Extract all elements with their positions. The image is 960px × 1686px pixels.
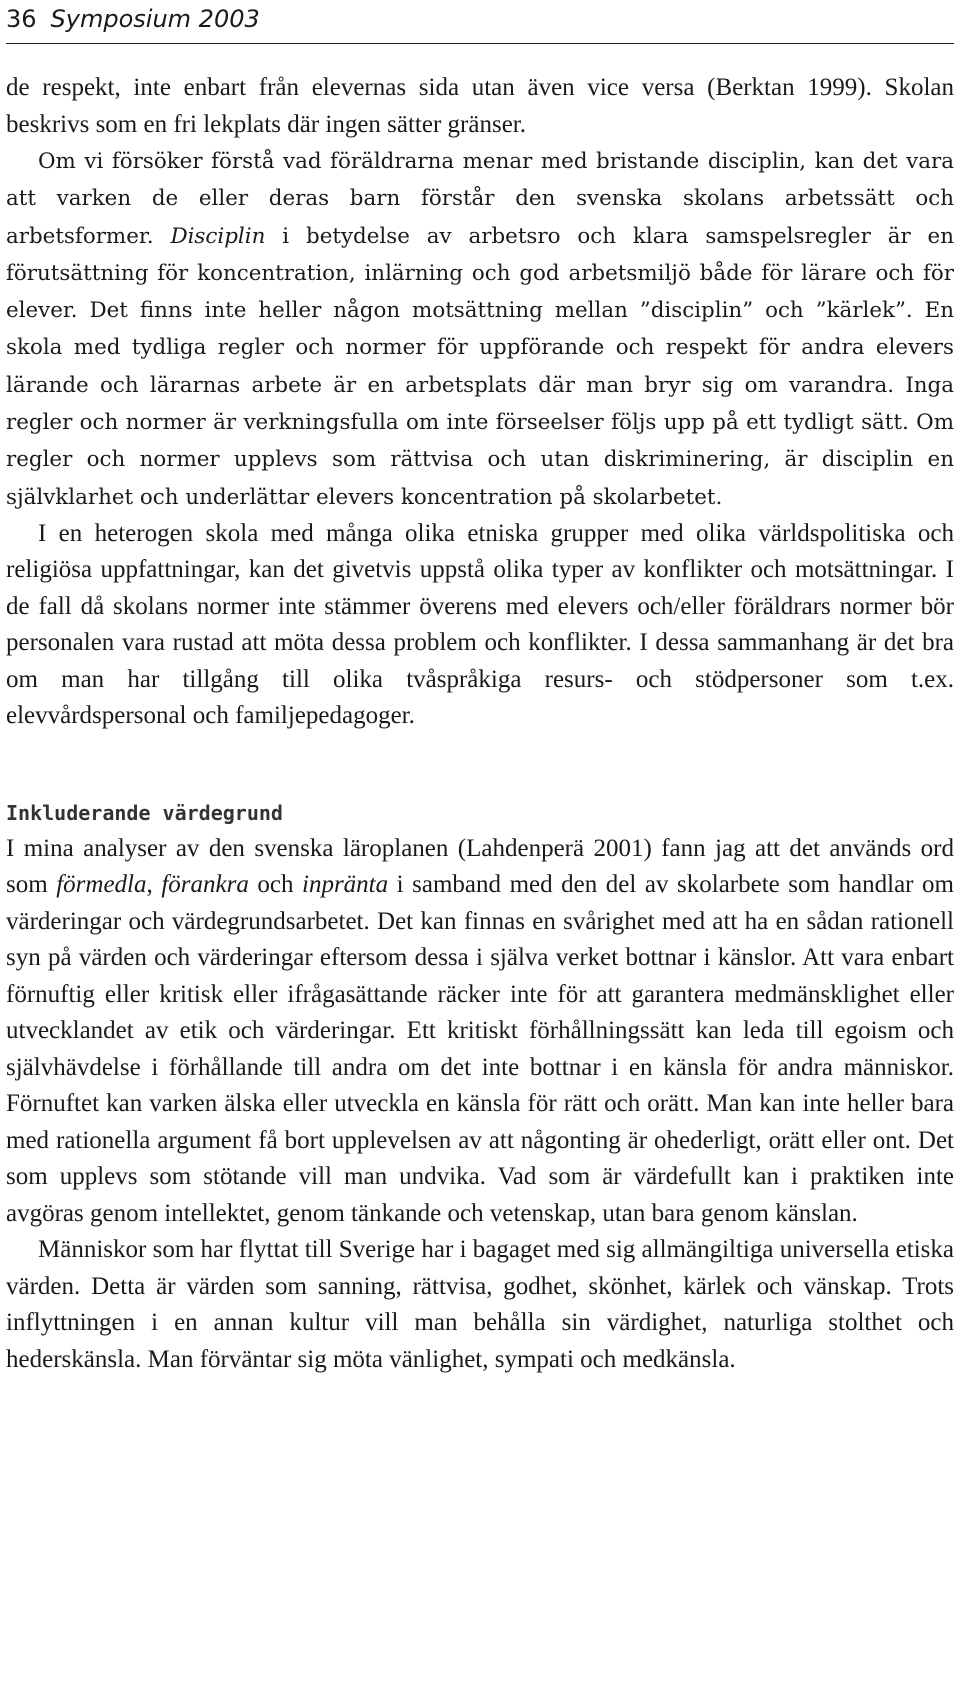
- paragraph-curriculum-analysis: [6, 831, 954, 1233]
- emphasis-term: förmedla: [56, 871, 147, 899]
- paragraph-text: I mina analyser av den svenska läroplanen (Lahdenperä 2001) fann jag att det används ord som: [6, 834, 954, 899]
- emphasis-term: inpränta: [302, 871, 389, 899]
- paragraph-text: i betydelse av arbetsro och klara samspelsregler är en förutsättning för koncentration, inlärning och god arbetsmiljö både för lärare och för elever. Det finns inte heller någon motsättning mellan ”disciplin” och ”kärlek”. En skola med tydliga regler och normer för uppförande och respekt för andra elevers lärande och lärarnas arbete är en arbetsplats där man bryr sig om varandra. Inga regler och normer är verkningsfulla om inte förseelser följs upp på ett tydligt sätt. Om regler och normer upplevs som rättvisa och utan diskriminering, är disciplin en självklarhet och underlättar elevers koncentration på skolarbetet.: [6, 223, 954, 510]
- conjunction: och: [248, 871, 302, 899]
- section-heading: Inkluderande värdegrund: [6, 800, 283, 825]
- emphasis-term: förankra: [161, 871, 249, 899]
- paragraph-text: Människor som har flyttat till Sverige har i bagaget med sig allmängiltiga universella etiska värden. Detta är värden som sanning, rättvisa, godhet, skönhet, kärlek och vänskap. Trots inflyttningen i en annan kultur vill man behålla sin värdighet, naturliga stolthet och hederskänsla. Man förväntar sig möta vänlighet, sympati och medkänsla.: [6, 1236, 954, 1373]
- paragraph-heterogeneous-school: [6, 516, 954, 735]
- paragraph-text: I en heterogen skola med många olika etniska grupper med olika världspolitiska och religiösa uppfattningar, kan det givetvis uppstå olika typer av konflikter och motsättningar. I de fall då skolans normer inte stämmer överens med elevers och/eller föräldrars normer bör personalen vara rustad att möta dessa problem och konflikter. I dessa sammanhang är det bra om man har tillgång till olika tvåspråkiga resurs- och stödpersoner som t.ex. elevvårdspersonal och familjepedagoger.: [6, 519, 954, 730]
- page-number: 36: [6, 5, 37, 33]
- paragraph-text: de respekt, inte enbart från elevernas sida utan även vice versa (Berktan 1999). Skolan beskrivs som en fri lekplats där ingen sätter gränser.: [6, 74, 954, 138]
- body-text: [6, 44, 954, 1378]
- paragraph-universal-values: [6, 1232, 954, 1378]
- separator: ,: [146, 871, 162, 899]
- journal-title: Symposium 2003: [50, 5, 260, 33]
- paragraph-text: Om vi försöker förstå vad föräldrarna menar med bristande disciplin, kan det vara att varken de eller deras barn förstår den svenska skolans arbetssätt och arbetsformer.: [6, 149, 954, 249]
- paragraph-text: i samband med den del av skolarbete som handlar om värderingar och värdegrundsarbetet. Det kan finnas en svårighet med att ha en sådan rationell syn på värden och värderingar eftersom dessa i själva verket bottnar i känslor. Att vara enbart förnuftig eller kritisk eller ifrågasättande räcker inte för att garantera medmänsklighet eller utvecklandet av etik och värderingar. Ett kritiskt förhållningssätt kan leda till egoism och självhävdelse i förhållande till andra om det inte bottnar i en känsla för andra människor. Förnuftet kan varken älska eller utveckla en känsla för rätt och orätt. Man kan inte heller bara med rationella argument få bort upplevelsen av att någonting är ohederligt, orätt eller ont. Det som upplevs som stötande vill man undvika. Vad som är värdefullt kan i praktiken inte avgöras genom intellektet, genom tänkande och vetenskap, utan bara genom känslan.: [6, 871, 954, 1227]
- emphasis-term: Disciplin: [170, 223, 266, 249]
- paragraph-discipline: [6, 143, 954, 516]
- document-page: [6, 0, 954, 1378]
- running-header: [6, 0, 954, 44]
- paragraph-continuation: [6, 70, 954, 143]
